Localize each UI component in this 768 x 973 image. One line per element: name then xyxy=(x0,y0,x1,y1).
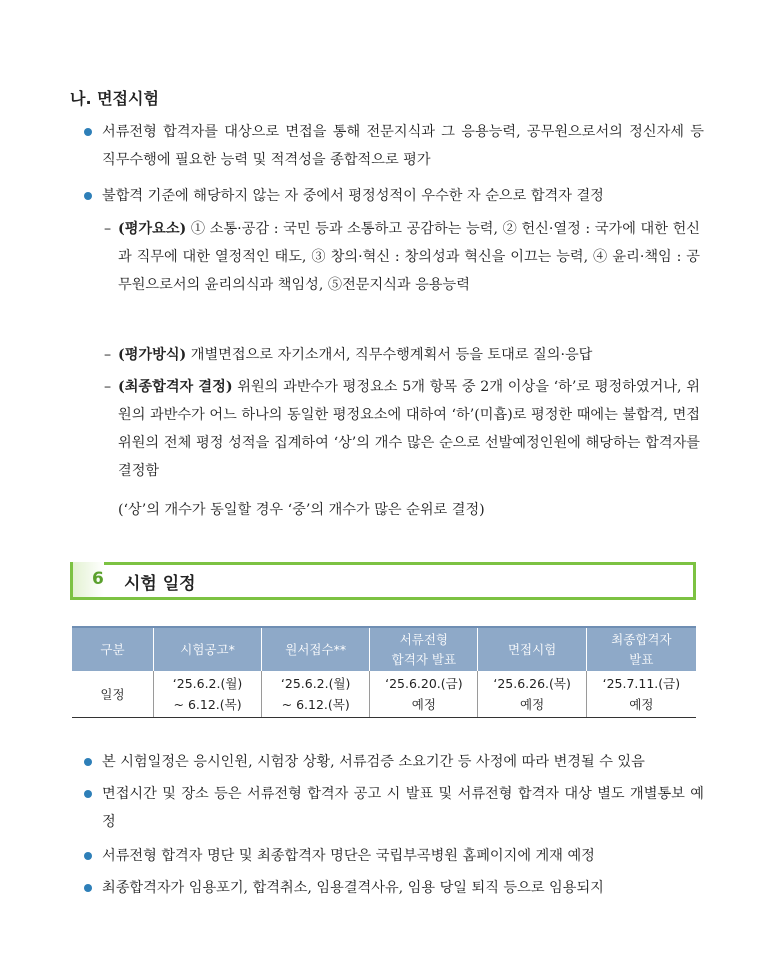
header-final-result: 최종합격자 발표 xyxy=(586,627,696,671)
bullet-item xyxy=(84,118,704,174)
bullet-dot-icon xyxy=(84,758,92,766)
criteria-item xyxy=(104,215,700,299)
note-item xyxy=(84,842,704,870)
header-category: 구분 xyxy=(72,627,153,671)
row-label: 일정 xyxy=(72,671,153,718)
tie-break-note: (‘상’의 개수가 동일할 경우 ‘중’의 개수가 많은 순위로 결정) xyxy=(118,502,485,518)
section-heading: 나. 면접시험 xyxy=(70,89,159,108)
note-item xyxy=(84,874,704,902)
note-text: 최종합격자가 임용포기, 합격취소, 임용결격사유, 임용 당일 퇴직 등으로 임용되지 xyxy=(102,880,604,896)
section-header-underline xyxy=(70,597,696,600)
table-header-row xyxy=(72,627,696,671)
bullet-text: 서류전형 합격자를 대상으로 면접을 통해 전문지식과 그 응용능력, 공무원으로서의 정신자세 등 직무수행에 필요한 능력 및 적격성을 종합적으로 평가 xyxy=(102,124,704,168)
section-title: 시험 일정 xyxy=(124,574,196,594)
bullet-dot-icon xyxy=(84,884,92,892)
criteria-label: (평가요소) xyxy=(118,221,187,237)
final-decision-text: 위원의 과반수가 평정요소 5개 항목 중 2개 이상을 ‘하’로 평정하였거나, 위원의 과반수가 어느 하나의 동일한 평정요소에 대하여 ‘하’(미흡)로 평정한 때에는 불합격, 면접위원의 전체 평정 성적을 집계하여 ‘상’의 개수 많은 순으로 선발예정인원에 해당하는 합격자를 결정함 xyxy=(118,379,700,479)
bullet-text: 불합격 기준에 해당하지 않는 자 중에서 평정성적이 우수한 자 순으로 합격자 결정 xyxy=(102,188,604,204)
method-text: 개별면접으로 자기소개서, 직무수행계획서 등을 토대로 질의·응답 xyxy=(186,347,593,363)
bullet-dot-icon xyxy=(84,128,92,136)
dash-mark: – xyxy=(104,347,112,363)
section-number: 6 xyxy=(92,569,104,589)
method-item xyxy=(104,341,700,369)
bullet-dot-icon xyxy=(84,192,92,200)
table-cell: ‘25.6.20.(금) 예정 xyxy=(370,671,478,718)
bullet-dot-icon xyxy=(84,790,92,798)
dash-mark: – xyxy=(104,379,112,395)
table-row xyxy=(72,671,696,718)
note-item xyxy=(84,780,704,836)
note-text: 본 시험일정은 응시인원, 시험장 상황, 서류검증 소요기간 등 사정에 따라 변경될 수 있음 xyxy=(102,754,645,770)
final-decision-label: (최종합격자 결정) xyxy=(118,379,233,395)
table-cell: ‘25.7.11.(금) 예정 xyxy=(586,671,696,718)
header-application: 원서접수** xyxy=(262,627,370,671)
dash-mark: – xyxy=(104,221,112,237)
note-text: 면접시간 및 장소 등은 서류전형 합격자 공고 시 발표 및 서류전형 합격자 대상 별도 개별통보 예정 xyxy=(102,786,704,830)
table-cell: ‘25.6.2.(월) ~ 6.12.(목) xyxy=(153,671,261,718)
header-interview: 면접시험 xyxy=(478,627,586,671)
schedule-table xyxy=(72,626,696,718)
table-cell: ‘25.6.2.(월) ~ 6.12.(목) xyxy=(262,671,370,718)
final-decision-item xyxy=(104,373,700,485)
header-announcement: 시험공고* xyxy=(153,627,261,671)
note-item xyxy=(84,748,704,776)
bullet-dot-icon xyxy=(84,852,92,860)
bullet-item xyxy=(84,182,704,210)
criteria-text: ① 소통·공감 : 국민 등과 소통하고 공감하는 능력, ② 헌신·열정 : 국가에 대한 헌신과 직무에 대한 열정적인 태도, ③ 창의·혁신 : 창의성과 혁신을 이끄는 능력, ④ 윤리·책임 : 공무원으로서의 윤리의식과 책임성, ⑤전문지식과 응용능력 xyxy=(118,221,700,293)
header-document-result: 서류전형 합격자 발표 xyxy=(370,627,478,671)
table-cell: ‘25.6.26.(목) 예정 xyxy=(478,671,586,718)
method-label: (평가방식) xyxy=(118,347,187,363)
note-text: 서류전형 합격자 명단 및 최종합격자 명단은 국립부곡병원 홈페이지에 게재 예정 xyxy=(102,848,595,864)
